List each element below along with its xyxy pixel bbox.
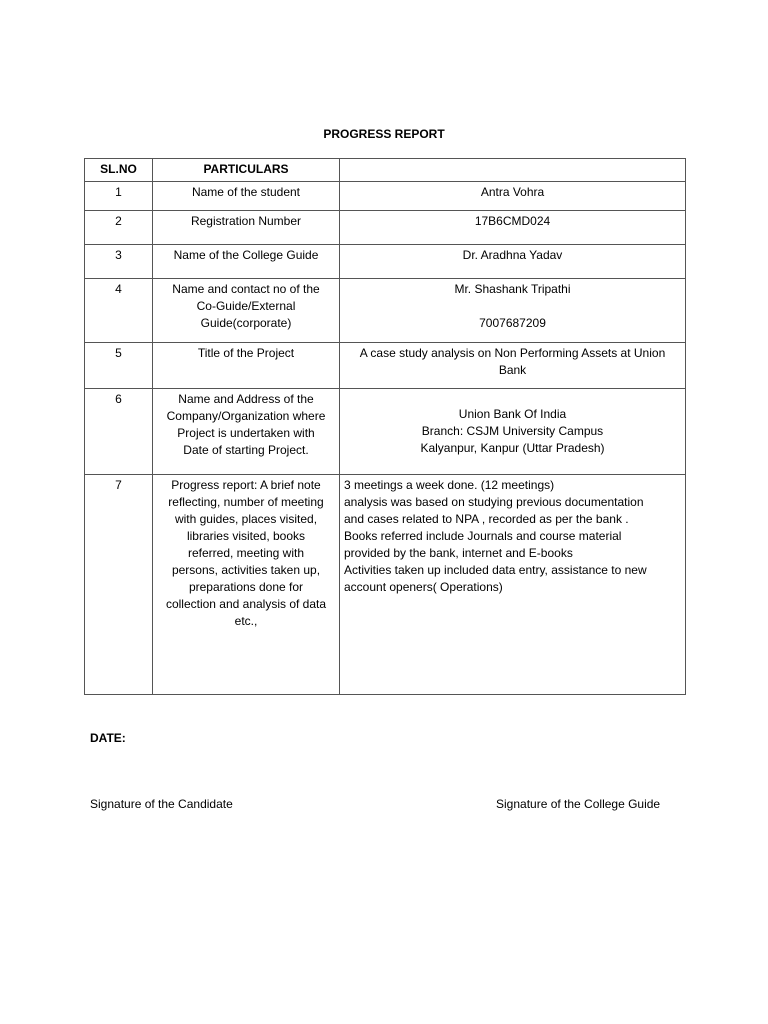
table-row [85, 182, 686, 211]
row-label [153, 389, 340, 475]
table-row [85, 389, 686, 475]
row-value-line: 7007687209 [479, 316, 546, 330]
row-label-line: Guide(corporate) [200, 316, 292, 330]
table-row [85, 211, 686, 245]
row-number: 5 [85, 343, 153, 389]
row-value-line: Branch: CSJM University Campus [421, 424, 604, 438]
row-value [340, 475, 686, 695]
row-value-line: Mr. Shashank Tripathi [454, 282, 571, 296]
row-label-line: Name of the College Guide [173, 248, 319, 262]
row-label-line: persons, activities taken up, [171, 563, 321, 577]
row-number: 1 [85, 182, 153, 211]
row-value-line: analysis was based on studying previous documentation [344, 495, 644, 509]
row-value-line: 17B6CMD024 [474, 214, 551, 228]
row-value-line: Activities taken up included data entry, assistance to new [344, 563, 647, 577]
row-value-line: Antra Vohra [480, 185, 545, 199]
table-row [85, 343, 686, 389]
row-value-line: Union Bank Of India [458, 407, 567, 421]
row-number: 6 [85, 389, 153, 475]
signature-candidate-label: Signature of the Candidate [90, 797, 233, 811]
row-value-line: Dr. Aradhna Yadav [462, 248, 563, 262]
date-label: DATE: [90, 731, 126, 745]
row-label-line: Date of starting Project. [183, 443, 309, 457]
row-label [153, 245, 340, 279]
row-number: 3 [85, 245, 153, 279]
row-label-line: Progress report: A brief note [171, 478, 321, 492]
row-value-line: Bank [498, 363, 527, 377]
header-particulars: PARTICULARS [153, 159, 340, 182]
row-label-line: Title of the Project [197, 346, 295, 360]
row-label [153, 279, 340, 343]
row-label-line: Co-Guide/External [196, 299, 296, 313]
table-row [85, 245, 686, 279]
row-label [153, 211, 340, 245]
row-value-line: Books referred include Journals and course material [344, 529, 622, 543]
row-label-line: etc., [234, 614, 258, 628]
row-value [340, 182, 686, 211]
row-label [153, 182, 340, 211]
row-number: 7 [85, 475, 153, 695]
row-value [340, 245, 686, 279]
row-label-line: Name and contact no of the [172, 282, 320, 296]
row-label-line: Registration Number [190, 214, 302, 228]
row-label-line: collection and analysis of data [165, 597, 327, 611]
row-label [153, 343, 340, 389]
row-label-line: Company/Organization where [166, 409, 326, 423]
header-value [340, 159, 686, 182]
row-value-line: account openers( Operations) [344, 580, 503, 594]
row-label-line: with guides, places visited, [174, 512, 318, 526]
row-label-line: reflecting, number of meeting [168, 495, 324, 509]
row-value-line: provided by the bank, internet and E-books [344, 546, 573, 560]
table-header-row [85, 159, 686, 182]
signature-guide-label: Signature of the College Guide [496, 797, 661, 811]
row-value-line: Kalyanpur, Kanpur (Uttar Pradesh) [420, 441, 605, 455]
row-label-line: Name of the student [191, 185, 301, 199]
table-row [85, 279, 686, 343]
row-label-line: Project is undertaken with [177, 426, 315, 440]
table-row [85, 475, 686, 695]
row-value-line: and cases related to NPA , recorded as per the bank . [344, 512, 629, 526]
row-label-line: Name and Address of the [178, 392, 314, 406]
header-slno: SL.NO [85, 159, 153, 182]
row-number: 2 [85, 211, 153, 245]
row-value-line: A case study analysis on Non Performing Assets at Union [359, 346, 666, 360]
row-number: 4 [85, 279, 153, 343]
spacer [344, 298, 681, 315]
row-label [153, 475, 340, 695]
row-value [340, 211, 686, 245]
row-value [340, 343, 686, 389]
progress-report-table [84, 158, 686, 695]
row-label-line: libraries visited, books [186, 529, 306, 543]
row-value-line: 3 meetings a week done. (12 meetings) [344, 478, 555, 492]
page-title: PROGRESS REPORT [323, 127, 445, 141]
row-value [340, 279, 686, 343]
row-value [340, 389, 686, 475]
row-label-line: referred, meeting with [187, 546, 305, 560]
row-label-line: preparations done for [188, 580, 304, 594]
